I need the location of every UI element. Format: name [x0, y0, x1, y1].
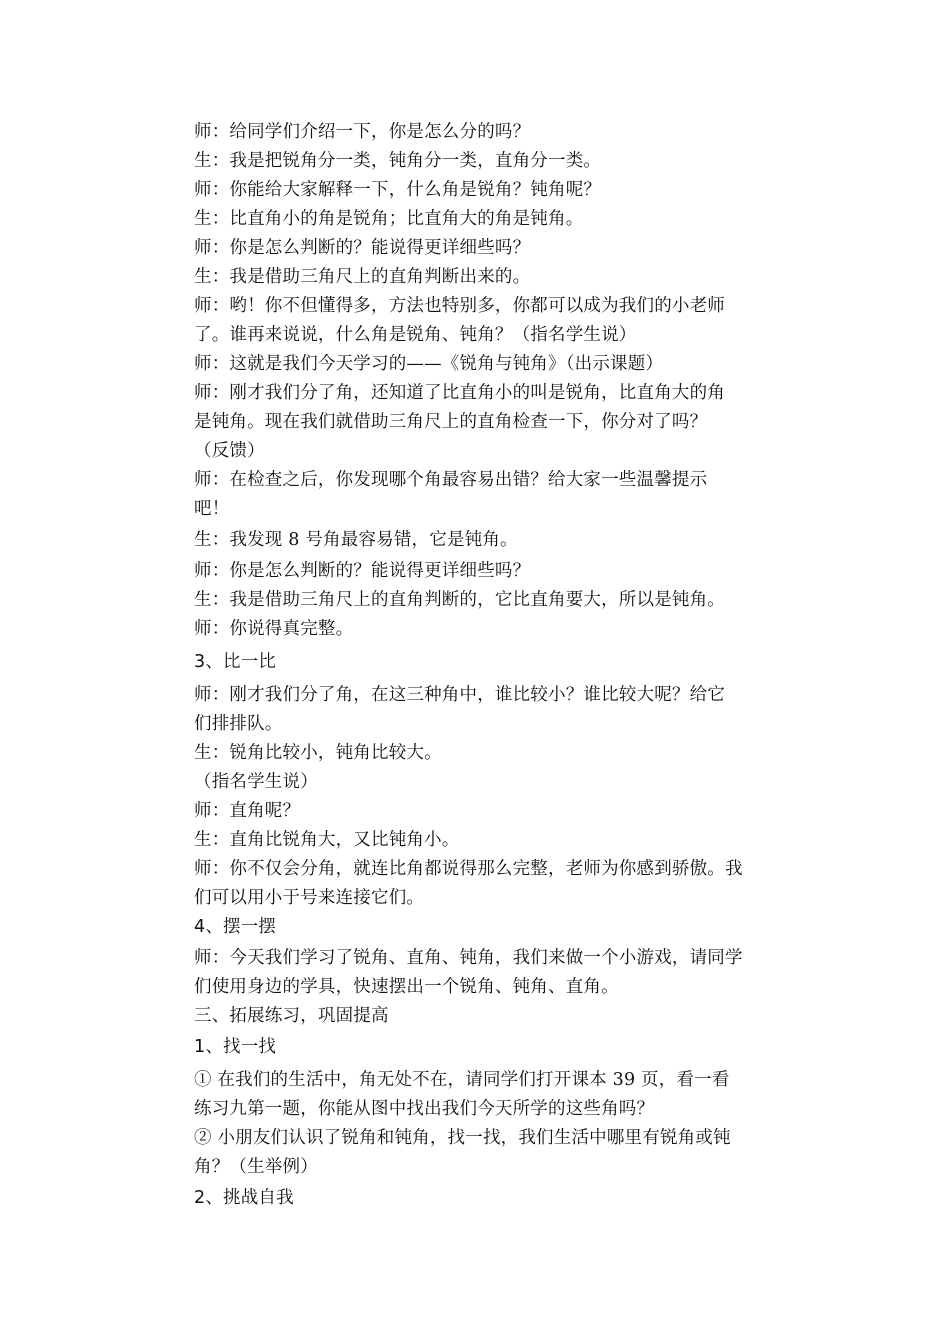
lesson-transcript [194, 118, 760, 1213]
paragraph-line: 师：刚才我们分了角，在这三种角中，谁比较小？谁比较大呢？给它 [194, 685, 725, 705]
paragraph-line: 生：比直角小的角是锐角；比直角大的角是钝角。 [194, 209, 584, 229]
paragraph-line: 师：今天我们学习了锐角、直角、钝角，我们来做一个小游戏，请同学 [194, 948, 743, 968]
paragraph-line: 生：我是借助三角尺上的直角判断出来的。 [194, 267, 531, 287]
paragraph-line: 师：你能给大家解释一下，什么角是锐角？钝角呢？ [194, 180, 602, 200]
paragraph-line: 生：直角比锐角大，又比钝角小。 [194, 830, 460, 850]
paragraph-line: 师：你是怎么判断的？能说得更详细些吗？ [194, 561, 531, 581]
paragraph-line: ① 在我们的生活中，角无处不在，请同学们打开课本 39 页，看一看 [194, 1070, 730, 1090]
paragraph-line: 了。谁再来说说，什么角是锐角、钝角？（指名学生说） [194, 325, 637, 345]
paragraph-line: 们排排队。 [194, 714, 283, 734]
paragraph-line: 生：锐角比较小，钝角比较大。 [194, 743, 442, 763]
paragraph-line: 师：直角呢？ [194, 801, 301, 821]
paragraph-line: 师：你不仅会分角，就连比角都说得那么完整，老师为你感到骄傲。我 [194, 859, 743, 879]
section-heading: 三、拓展练习，巩固提高 [194, 1006, 389, 1026]
paragraph-line: 是钝角。现在我们就借助三角尺上的直角检查一下，你分对了吗？ [194, 412, 708, 432]
section-heading: 4、摆一摆 [194, 917, 277, 937]
paragraph-line: 师：给同学们介绍一下，你是怎么分的吗？ [194, 122, 531, 142]
paragraph-line: 练习九第一题，你能从图中找出我们今天所学的这些角吗？ [194, 1099, 655, 1119]
paragraph-line: ② 小朋友们认识了锐角和钝角，找一找，我们生活中哪里有锐角或钝 [194, 1128, 731, 1148]
paragraph-line: 师：这就是我们今天学习的——《锐角与钝角》（出示课题） [194, 354, 664, 374]
section-heading: 1、找一找 [194, 1037, 277, 1057]
paragraph-line: 师：你说得真完整。 [194, 619, 354, 639]
paragraph-line: 生：我是把锐角分一类，钝角分一类，直角分一类。 [194, 151, 602, 171]
section-heading: 2、挑战自我 [194, 1188, 294, 1208]
paragraph-line: （反馈） [194, 441, 265, 461]
section-heading: 3、比一比 [194, 652, 277, 672]
paragraph-line: 角？（生举例） [194, 1157, 318, 1177]
paragraph-line: 生：我是借助三角尺上的直角判断的，它比直角要大，所以是钝角。 [194, 590, 725, 610]
paragraph-line: 师：刚才我们分了角，还知道了比直角小的叫是锐角，比直角大的角 [194, 383, 725, 403]
paragraph-line: 们可以用小于号来连接它们。 [194, 888, 425, 908]
paragraph-line: 师：你是怎么判断的？能说得更详细些吗？ [194, 238, 531, 258]
paragraph-line: 们使用身边的学具，快速摆出一个锐角、钝角、直角。 [194, 977, 619, 997]
paragraph-line: 师：哟！你不但懂得多，方法也特别多，你都可以成为我们的小老师 [194, 296, 725, 316]
paragraph-line: 吧！ [194, 499, 230, 519]
paragraph-line: 生：我发现 8 号角最容易错，它是钝角。 [194, 530, 518, 550]
paragraph-line: （指名学生说） [194, 772, 318, 792]
paragraph-line: 师：在检查之后，你发现哪个角最容易出错？给大家一些温馨提示 [194, 470, 708, 490]
